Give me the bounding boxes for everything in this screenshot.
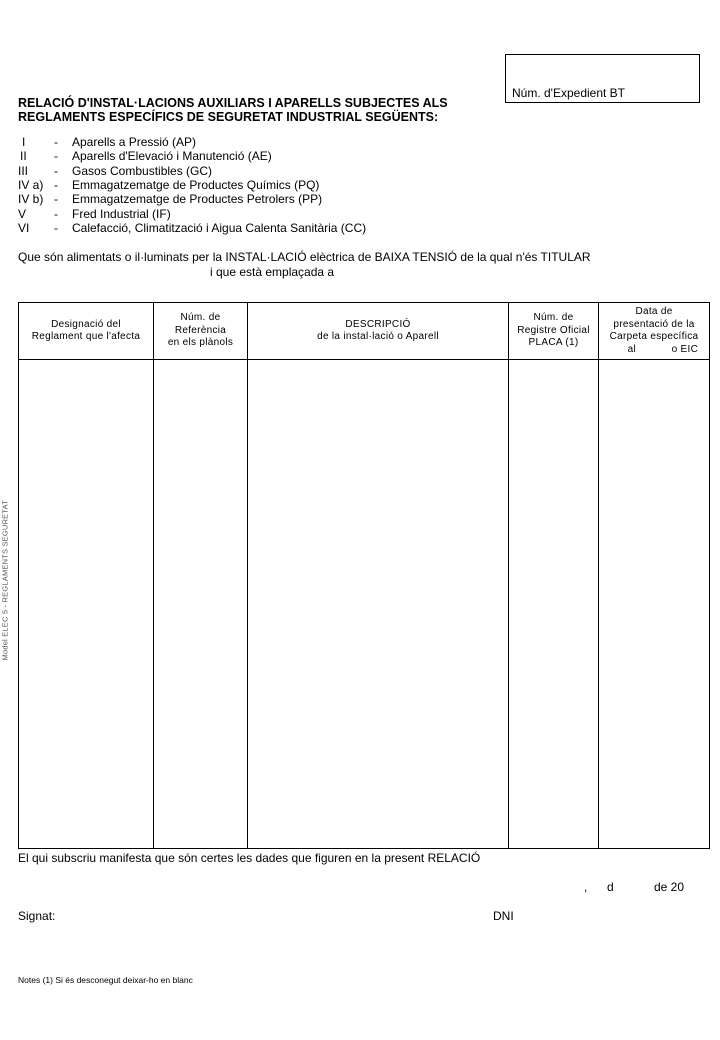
header-text: Reglament que l'afecta (31, 331, 141, 342)
category-code: IV a) (18, 178, 44, 192)
category-name: Fred Industrial (IF) (72, 207, 171, 221)
model-side-label: Model ELEC 5 - REGLAMENTS SEGURETAT (0, 499, 10, 661)
installation-statement: Que són alimentats o il·luminats per la INSTAL·LACIÓ elèctrica de BAIXA TENSIÓ de la qual n'és TITULAR (18, 250, 591, 264)
form-title-line2: REGLAMENTS ESPECÍFICS DE SEGURETAT INDUSTRIAL SEGÜENTS: (18, 110, 439, 124)
installations-table (18, 302, 710, 849)
category-name: Aparells a Pressió (AP) (72, 135, 197, 149)
category-dash: - (54, 221, 58, 235)
cell-reference-number[interactable] (154, 360, 247, 848)
category-code: III (18, 164, 29, 178)
category-name: Emmagatzematge de Productes Petrolers (PP) (72, 192, 323, 206)
dni-label: DNI (493, 909, 514, 923)
header-text: o EIC (671, 343, 699, 355)
header-text: al (627, 343, 636, 355)
category-name: Calefacció, Climatització i Aigua Calenta Sanitària (CC) (72, 221, 367, 235)
cell-description[interactable] (248, 360, 508, 848)
signature-label: Signat: (18, 909, 56, 923)
date-year-label: de 20 (654, 880, 685, 894)
header-text: Referència (174, 324, 227, 336)
category-name: Emmagatzematge de Productes Químics (PQ) (72, 178, 320, 192)
header-regulation (19, 303, 153, 359)
header-reference-number (154, 303, 247, 359)
declaration-statement: El qui subscriu manifesta que són certes les dades que figuren en la present RELACIÓ (18, 851, 481, 865)
category-code: VI (18, 221, 30, 235)
category-code: I (22, 135, 26, 149)
cell-registry-number[interactable] (509, 360, 598, 848)
category-dash: - (54, 149, 58, 163)
header-text: Registre Oficial (517, 324, 590, 336)
header-text: Carpeta específica (609, 331, 699, 342)
cell-presentation-date[interactable] (599, 360, 709, 848)
category-code: II (20, 149, 27, 163)
cell-regulation[interactable] (19, 360, 153, 848)
form-title-line1: RELACIÓ D'INSTAL·LACIONS AUXILIARS I APARELLS SUBJECTES ALS (18, 96, 448, 110)
category-dash: - (54, 207, 58, 221)
notes: Notes (1) Si és desconegut deixar-ho en blanc (18, 975, 193, 985)
header-text: Núm. de (533, 312, 574, 324)
form-title (18, 96, 498, 124)
header-text: en els plànols (167, 337, 234, 349)
expedient-label: Núm. d'Expedient BT (512, 86, 626, 100)
header-text: PLACA (1) (528, 337, 579, 349)
category-dash: - (54, 164, 58, 178)
category-code: IV b) (18, 192, 44, 206)
header-registry-number (509, 303, 598, 359)
date-day-label: d (607, 880, 614, 894)
category-dash: - (54, 178, 58, 192)
installation-location-label: i que està emplaçada a (210, 265, 335, 279)
header-text: DESCRIPCIÓ (345, 318, 411, 330)
header-text: Núm. de (180, 312, 221, 324)
category-dash: - (54, 135, 58, 149)
date-comma: , (584, 880, 588, 894)
header-text: Designació del (51, 318, 121, 330)
category-code: V (18, 207, 27, 221)
category-dash: - (54, 192, 58, 206)
header-description (248, 303, 508, 359)
header-presentation-date (599, 303, 709, 359)
header-text: de la instal·lació o Aparell (317, 331, 439, 342)
category-name: Aparells d'Elevació i Manutenció (AE) (72, 149, 272, 163)
header-text: presentació de la (613, 318, 695, 330)
header-text: Data de (635, 306, 673, 317)
category-name: Gasos Combustibles (GC) (72, 164, 213, 178)
